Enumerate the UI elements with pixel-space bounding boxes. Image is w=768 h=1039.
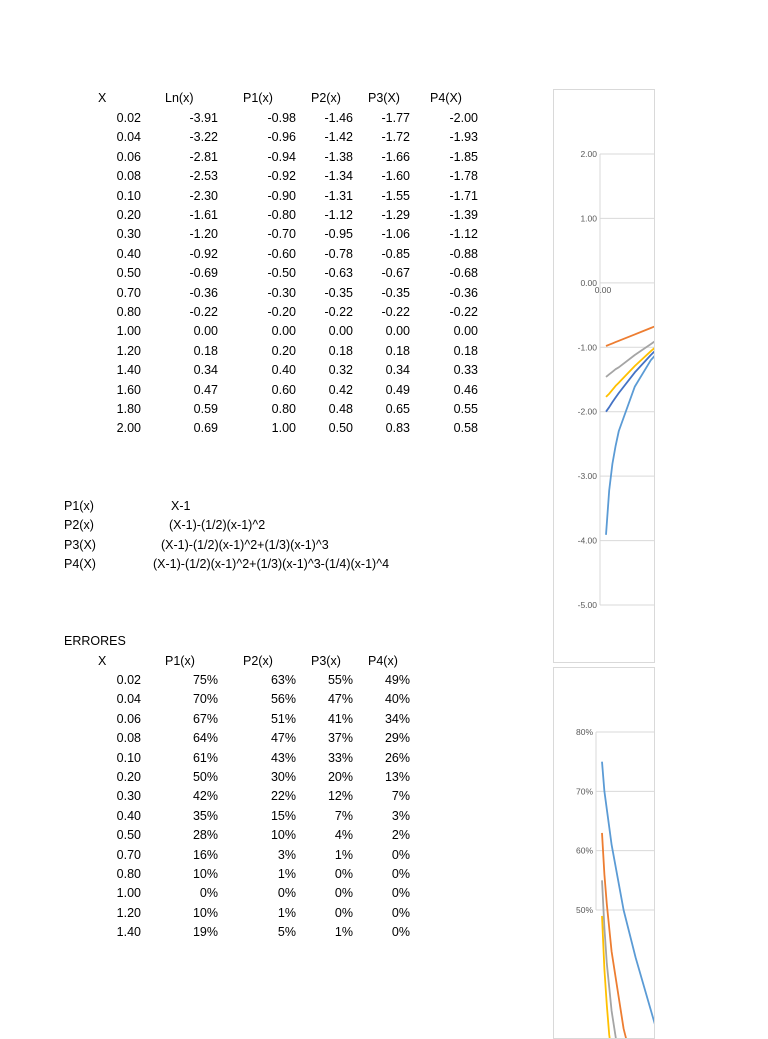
table1-cell: 0.32 (328, 363, 353, 378)
table1-cell: 0.80 (116, 305, 141, 319)
table1-cell: -1.20 (189, 227, 218, 242)
series-line (606, 251, 654, 377)
table1-cell: -1.38 (324, 149, 353, 164)
table1-cell: 1.40 (116, 363, 141, 378)
table1-cell: -2.53 (189, 169, 218, 184)
table1-cell: -0.68 (449, 266, 478, 281)
table1-cell: -1.85 (449, 149, 478, 164)
table1-cell: -1.34 (324, 169, 353, 184)
table1-cell: -0.96 (267, 130, 296, 145)
table1-cell: 0.04 (116, 130, 141, 145)
errors-cell: 49% (384, 673, 410, 687)
table1-cell: 0.00 (453, 324, 478, 339)
table1-cell: -0.63 (324, 266, 353, 281)
errors-cell: 1% (277, 867, 296, 881)
errors-header: P1(x) (165, 654, 195, 668)
errors-cell: 22% (270, 789, 296, 804)
series-line (602, 833, 654, 1038)
errors-cell: 0.20 (116, 770, 141, 784)
table1-cell: 0.83 (385, 421, 410, 436)
table1-cell: 0.55 (453, 402, 478, 416)
errors-cell: 0% (391, 867, 410, 881)
table1-cell: -3.91 (189, 111, 218, 125)
errors-cell: 16% (192, 847, 218, 862)
errors-cell: 0.40 (116, 808, 141, 823)
errors-cell: 1% (334, 925, 353, 940)
table1-cell: -0.22 (324, 305, 353, 319)
table1-cell: -0.95 (324, 227, 353, 242)
table1-cell: -0.36 (449, 285, 478, 300)
errors-cell: 0.50 (116, 828, 141, 843)
table1-cell: 0.00 (193, 324, 218, 339)
table1-cell: -0.50 (267, 266, 296, 281)
table1-cell: 0.08 (116, 169, 141, 184)
errors-cell: 1.20 (116, 905, 141, 920)
table1-cell: -0.22 (189, 305, 218, 319)
errors-cell: 67% (192, 711, 218, 726)
errors-cell: 1.40 (116, 925, 141, 940)
table1-cell: 0.46 (453, 382, 478, 397)
table1-cell: -1.42 (324, 130, 353, 145)
table1-header: P1(x) (243, 91, 273, 105)
table1-cell: -0.94 (267, 149, 296, 164)
table1-cell: 0.40 (271, 363, 296, 378)
table1-cell: -2.00 (449, 111, 478, 125)
errors-cell: 50% (192, 770, 218, 784)
errors-cell: 0.10 (116, 750, 141, 765)
errors-cell: 33% (327, 750, 353, 765)
table1-cell: -0.22 (449, 305, 478, 319)
table1-cell: -0.92 (267, 169, 296, 184)
table1-cell: 0.20 (116, 208, 141, 222)
formula-name: P1(x) (64, 499, 94, 513)
errors-cell: 0.70 (116, 847, 141, 862)
errors-cell: 0.04 (116, 692, 141, 707)
errors-cell: 75% (192, 673, 218, 687)
table1-cell: 1.00 (116, 324, 141, 339)
errors-cell: 0% (391, 905, 410, 920)
table1-cell: 0.50 (328, 421, 353, 436)
errors-title: ERRORES (64, 634, 126, 648)
errors-cell: 13% (384, 770, 410, 784)
formula-expression: (X-1)-(1/2)(x-1)^2+(1/3)(x-1)^3-(1/4)(x-1)^4 (153, 557, 390, 572)
errors-cell: 61% (192, 750, 218, 765)
errors-cell: 3% (277, 847, 296, 862)
table1-cell: 0.00 (385, 324, 410, 339)
errors-cell: 20% (327, 770, 353, 784)
table1-cell: 0.00 (328, 324, 353, 339)
table1-cell: -0.80 (267, 208, 296, 222)
errors-header: P2(x) (243, 654, 273, 668)
table1-cell: 1.20 (116, 343, 141, 358)
errors-cell: 0.02 (116, 673, 141, 687)
y-tick-label: 80% (575, 727, 593, 737)
table1-header: P2(x) (311, 91, 341, 105)
formula-expression: X-1 (171, 499, 191, 513)
table1-cell: -1.71 (449, 188, 478, 203)
errors-header: X (98, 654, 107, 668)
table1-cell: -0.88 (449, 246, 478, 261)
errors-cell: 28% (192, 828, 218, 843)
errors-cell: 55% (327, 673, 353, 687)
table1-cell: 0.70 (116, 285, 141, 300)
table1-cell: -0.69 (189, 266, 218, 281)
table1-cell: -0.70 (267, 227, 296, 242)
errors-cell: 0% (199, 886, 218, 901)
y-tick-label: -3.00 (577, 471, 597, 482)
errors-cell: 0.06 (116, 711, 141, 726)
errors-header: P4(x) (368, 654, 398, 668)
table1-cell: -0.78 (324, 246, 353, 261)
table1-cell: -0.30 (267, 285, 296, 300)
table1-cell: 0.65 (385, 402, 410, 416)
chart-ln-approximations (553, 89, 655, 663)
errors-cell: 0.80 (116, 867, 141, 881)
formula-name: P2(x) (64, 518, 94, 533)
table1-cell: 0.06 (116, 149, 141, 164)
y-tick-label: -4.00 (577, 535, 597, 546)
errors-cell: 64% (192, 731, 218, 746)
errors-cell: 47% (270, 731, 296, 746)
table1-cell: -1.31 (324, 188, 353, 203)
table1-cell: -1.72 (381, 130, 410, 145)
errors-cell: 70% (192, 692, 218, 707)
table1-cell: -0.20 (267, 305, 296, 319)
y-tick-label: -1.00 (577, 342, 597, 353)
y-tick-label: 0.00 (580, 277, 597, 288)
table1-cell: -2.30 (189, 188, 218, 203)
table1-cell: -1.12 (324, 208, 353, 222)
table1-cell: 0.69 (193, 421, 218, 436)
y-tick-label: -5.00 (577, 600, 597, 610)
table1-cell: 0.80 (271, 402, 296, 416)
table1-cell: 1.60 (116, 382, 141, 397)
errors-cell: 0% (391, 886, 410, 901)
errors-cell: 0% (334, 905, 353, 920)
table1-cell: 2.00 (116, 421, 141, 436)
chart-errors-svg (554, 668, 654, 1038)
errors-header: P3(x) (311, 654, 341, 668)
formula-name: P4(X) (64, 557, 96, 572)
table1-cell: -0.92 (189, 246, 218, 261)
table1-cell: 0.10 (116, 188, 141, 203)
table1-cell: 0.34 (193, 363, 218, 378)
errors-cell: 34% (384, 711, 410, 726)
errors-cell: 47% (327, 692, 353, 707)
errors-cell: 51% (270, 711, 296, 726)
table1-cell: 0.59 (193, 402, 218, 416)
table1-cell: 0.40 (116, 246, 141, 261)
errors-cell: 10% (192, 905, 218, 920)
y-tick-label: 1.00 (580, 213, 597, 224)
table1-cell: -1.06 (381, 227, 410, 242)
formula-expression: (X-1)-(1/2)(x-1)^2 (169, 518, 266, 533)
errors-cell: 0.08 (116, 731, 141, 746)
table1-cell: -1.78 (449, 169, 478, 184)
x-tick-label: 0.00 (594, 284, 612, 295)
errors-cell: 12% (327, 789, 353, 804)
table1-cell: 0.18 (453, 343, 478, 358)
errors-cell: 40% (384, 692, 410, 707)
y-tick-label: 50% (575, 905, 593, 915)
errors-cell: 2% (391, 828, 410, 843)
errors-cell: 0% (334, 867, 353, 881)
errors-cell: 63% (270, 673, 296, 687)
table1-cell: 0.47 (193, 382, 218, 397)
errors-cell: 7% (391, 789, 410, 804)
errors-cell: 56% (270, 692, 296, 707)
table1-cell: 0.49 (385, 382, 410, 397)
table1-cell: -3.22 (189, 130, 218, 145)
table1-cell: 1.00 (271, 421, 296, 436)
table1-cell: 0.30 (116, 227, 141, 242)
formula-expression: (X-1)-(1/2)(x-1)^2+(1/3)(x-1)^3 (161, 537, 329, 552)
table1-cell: 0.50 (116, 266, 141, 281)
table1-cell: -1.61 (189, 208, 218, 222)
table1-cell: 0.48 (328, 402, 353, 416)
table1-cell: -1.77 (381, 111, 410, 125)
errors-cell: 10% (270, 828, 296, 843)
errors-cell: 26% (384, 750, 410, 765)
series-line (602, 880, 654, 1038)
table1-cell: 0.18 (385, 343, 410, 358)
table1-cell: -1.46 (324, 111, 353, 125)
table1-cell: 0.60 (271, 382, 296, 397)
errors-cell: 0% (334, 886, 353, 901)
table1-header: P4(X) (430, 91, 462, 105)
errors-cell: 1% (334, 847, 353, 862)
table1-cell: 0.18 (328, 343, 353, 358)
table1-cell: -1.55 (381, 188, 410, 203)
table1-cell: -1.29 (381, 208, 410, 222)
table1-cell: 0.33 (453, 363, 478, 378)
table1-cell: -0.90 (267, 188, 296, 203)
table1-cell: -1.60 (381, 169, 410, 184)
table1-cell: -1.12 (449, 227, 478, 242)
errors-cell: 30% (270, 770, 296, 784)
y-tick-label: -2.00 (577, 406, 597, 417)
series-line (606, 246, 654, 412)
table1-cell: -1.66 (381, 149, 410, 164)
errors-cell: 15% (270, 808, 296, 823)
table1-cell: 0.00 (271, 324, 296, 339)
errors-cell: 5% (277, 925, 296, 940)
errors-cell: 43% (270, 750, 296, 765)
errors-cell: 7% (334, 808, 353, 823)
table1-cell: -0.60 (267, 246, 296, 261)
errors-cell: 41% (327, 711, 353, 726)
errors-cell: 0% (277, 886, 296, 901)
chart-errors (553, 667, 655, 1039)
table1-cell: 0.02 (116, 111, 141, 125)
table1-cell: -0.35 (381, 285, 410, 300)
errors-cell: 4% (334, 828, 353, 843)
errors-cell: 10% (192, 867, 218, 881)
chart-ln-approximations-svg (554, 90, 654, 662)
errors-cell: 1.00 (116, 886, 141, 901)
table1-cell: 0.18 (193, 343, 218, 358)
y-tick-label: 70% (575, 786, 593, 797)
table1-cell: -0.98 (267, 111, 296, 125)
table1-header: X (98, 91, 107, 105)
series-line (606, 218, 654, 346)
table1-cell: -1.93 (449, 130, 478, 145)
errors-cell: 19% (192, 925, 218, 940)
errors-cell: 1% (277, 905, 296, 920)
table1-cell: 1.80 (116, 402, 141, 416)
errors-cell: 0% (391, 925, 410, 940)
table1-cell: -0.36 (189, 285, 218, 300)
table1-cell: -1.39 (449, 208, 478, 222)
table1-cell: 0.20 (271, 343, 296, 358)
errors-cell: 37% (327, 731, 353, 746)
table1-cell: 0.58 (453, 421, 478, 436)
y-tick-label: 2.00 (580, 149, 597, 159)
table1-header: Ln(x) (165, 91, 194, 105)
table1-cell: -0.85 (381, 246, 410, 261)
table1-header: P3(X) (368, 91, 400, 105)
table1-cell: -0.22 (381, 305, 410, 319)
y-tick-label: 60% (575, 845, 593, 856)
table1-cell: -2.81 (189, 149, 218, 164)
table1-cell: 0.42 (328, 382, 353, 397)
errors-cell: 42% (192, 789, 218, 804)
errors-cell: 3% (391, 808, 410, 823)
table1-cell: 0.34 (385, 363, 410, 378)
errors-cell: 35% (192, 808, 218, 823)
errors-cell: 0% (391, 847, 410, 862)
table1-cell: -0.67 (381, 266, 410, 281)
errors-cell: 0.30 (116, 789, 141, 804)
formula-name: P3(X) (64, 537, 96, 552)
table1-cell: -0.35 (324, 285, 353, 300)
errors-cell: 29% (384, 731, 410, 746)
